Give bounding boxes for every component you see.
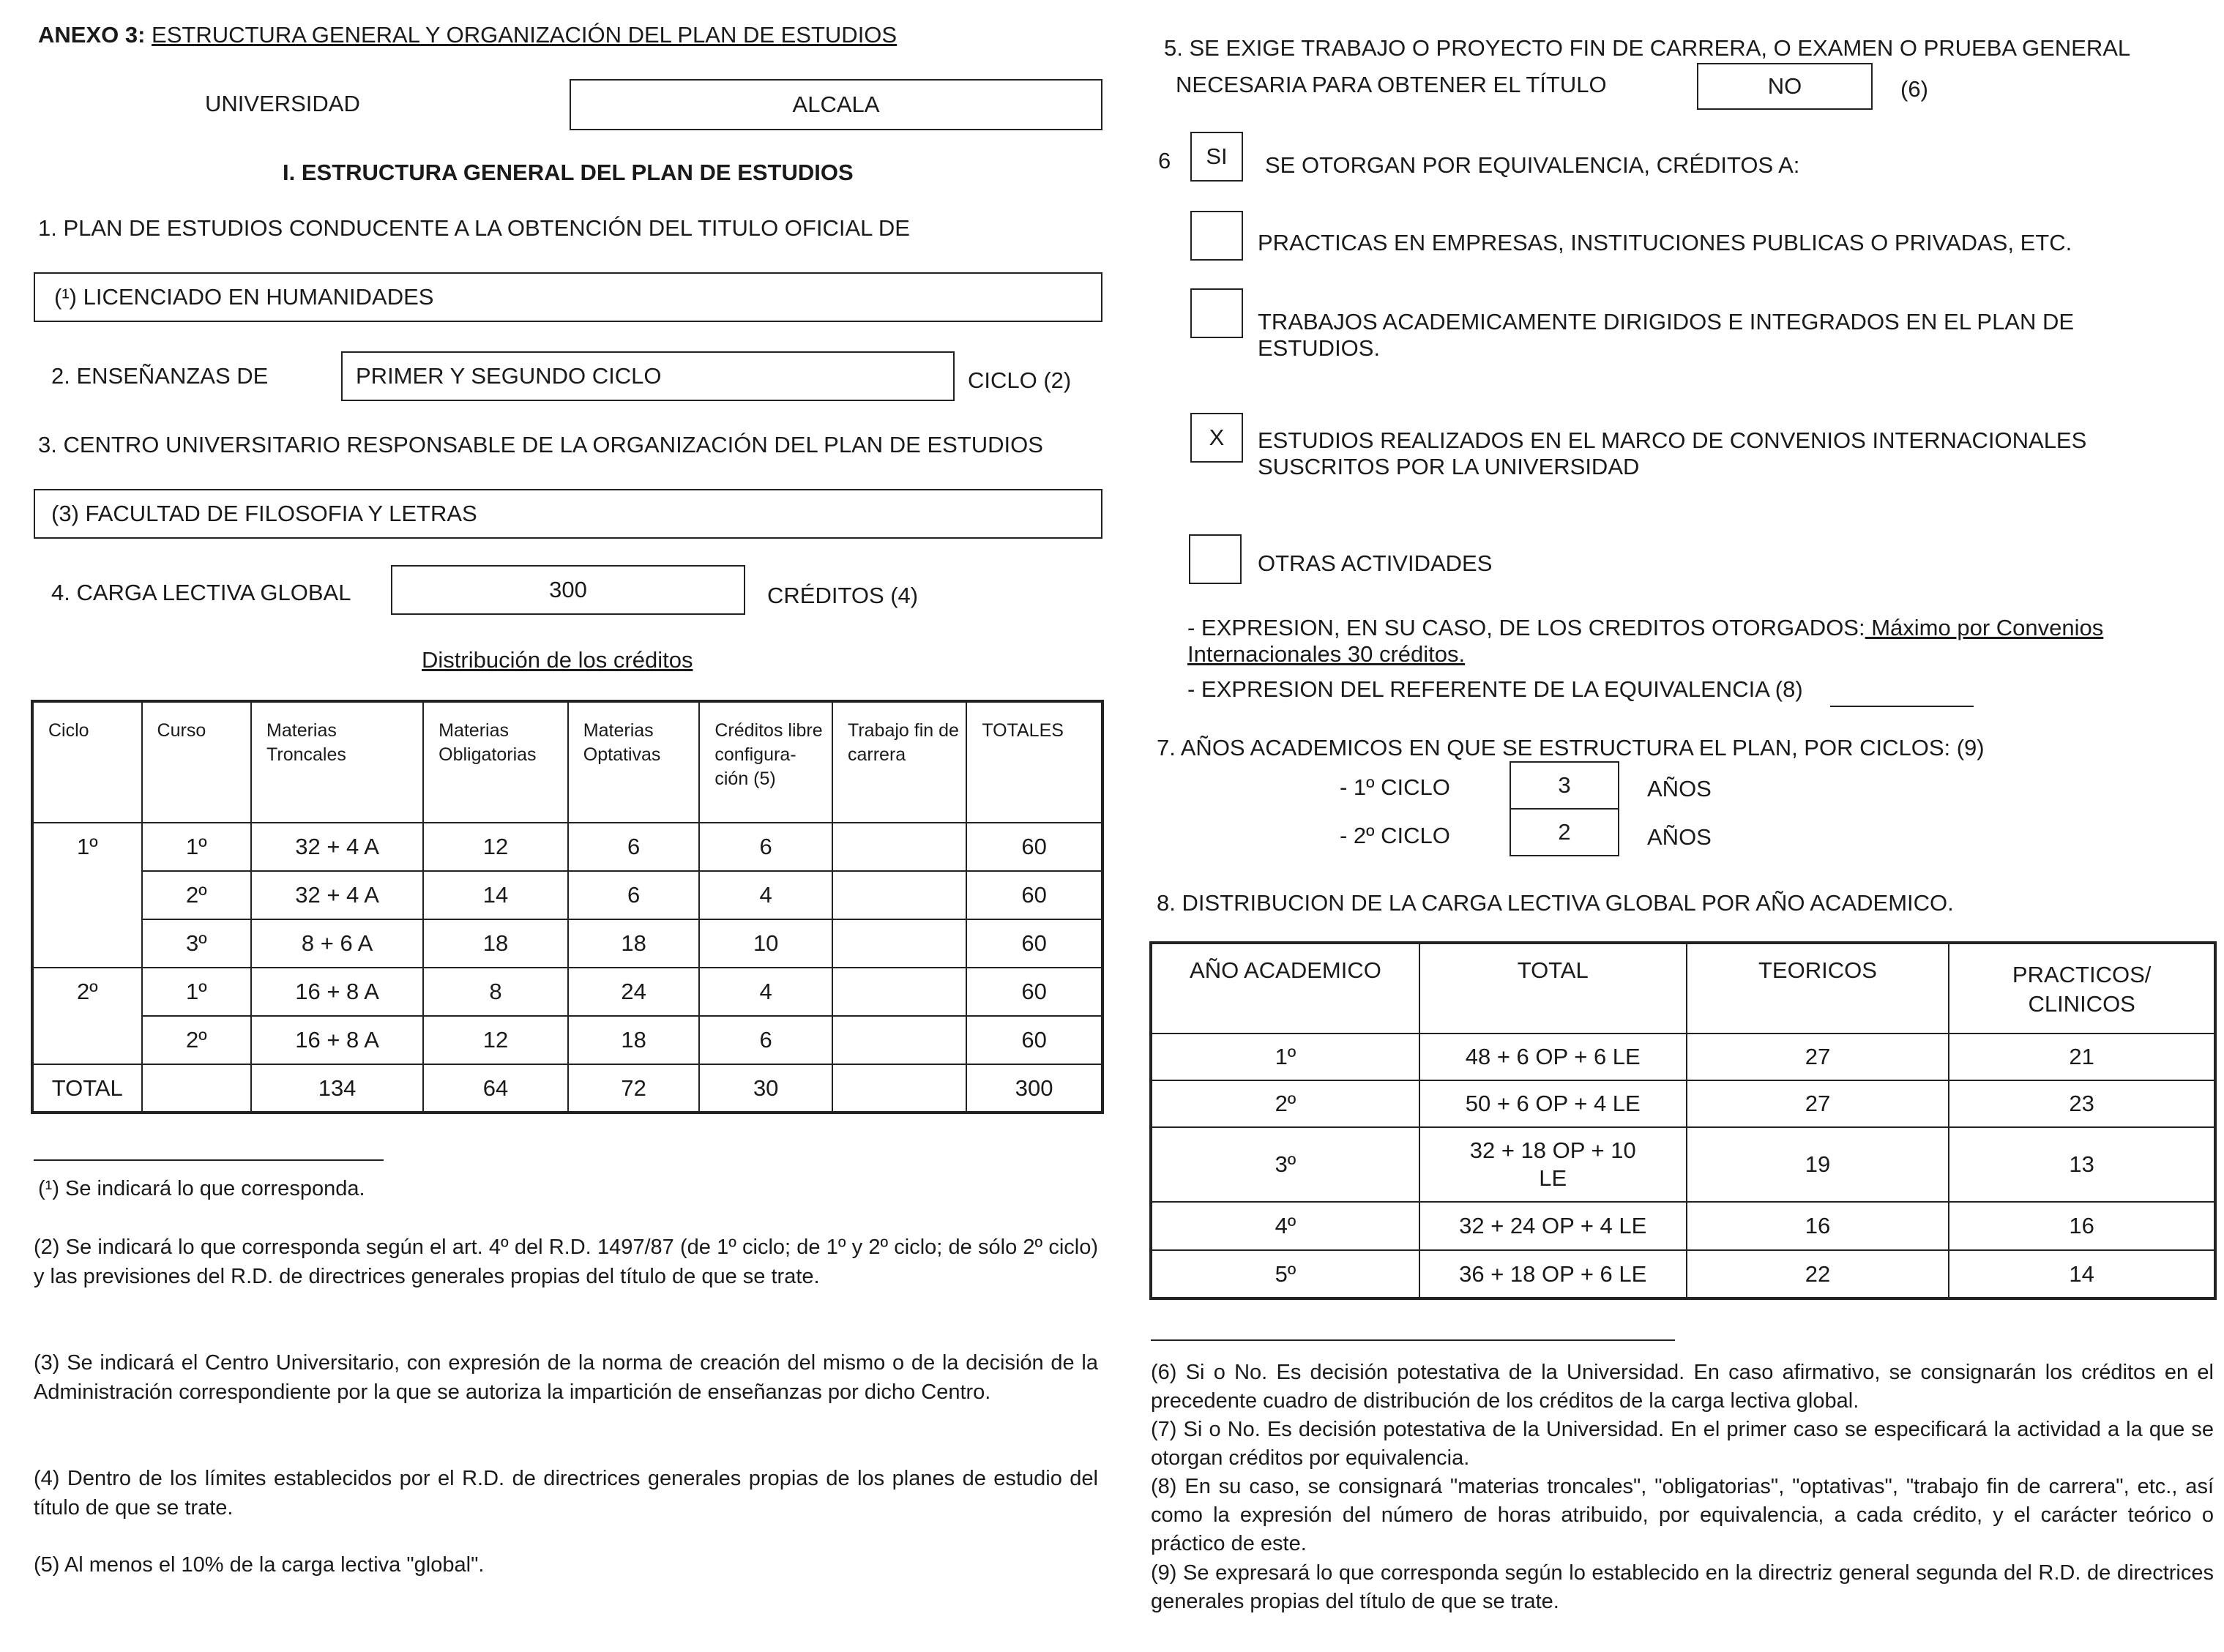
annex-label: ANEXO 3: bbox=[38, 22, 146, 48]
cell-obligatorias: 8 bbox=[423, 968, 568, 1016]
header-optativas: Materias Optativas bbox=[568, 701, 700, 823]
cell-troncales: 8 + 6 A bbox=[251, 919, 423, 968]
cell-year: 4º bbox=[1151, 1202, 1419, 1250]
item5-line2: NECESARIA PARA OBTENER EL TÍTULO bbox=[1176, 72, 1607, 97]
cell-optativas: 72 bbox=[568, 1064, 700, 1113]
footnote-3: (3) Se indicará el Centro Universitario, con expresión de la norma de creación del mismo o de la decisión de la Administración correspondiente por la que se autoriza la impartición de enseñanzas por dicho Centro. bbox=[34, 1351, 1098, 1404]
cell-curso bbox=[142, 1064, 252, 1113]
item2-label: 2. ENSEÑANZAS DE bbox=[51, 363, 269, 389]
cell-total: 48 + 6 OP + 6 LE bbox=[1419, 1034, 1687, 1080]
header-year: AÑO ACADEMICO bbox=[1151, 943, 1419, 1034]
item1-label: 1. PLAN DE ESTUDIOS CONDUCENTE A LA OBTENCIÓN DEL TITULO OFICIAL DE bbox=[38, 215, 910, 241]
footnote-8: (8) En su caso, se consignará "materias troncales", "obligatorias", "optativas", "trabajo fin de carrera", etc., así como la expresión del número de horas atribuido, por equivalencia, a cada crédito, y el carácter teórico o práctico de este. bbox=[1151, 1475, 2214, 1555]
annex-header bbox=[38, 22, 897, 48]
option-checkbox[interactable] bbox=[1189, 534, 1242, 584]
header-practicos: PRACTICOS/ CLINICOS bbox=[1949, 943, 2215, 1034]
cell-troncales: 134 bbox=[251, 1064, 423, 1113]
header-teoricos: TEORICOS bbox=[1687, 943, 1949, 1034]
header-obligatorias: Materias Obligatorias bbox=[423, 701, 568, 823]
cell-obligatorias: 12 bbox=[423, 823, 568, 871]
cell-ciclo: 1º bbox=[32, 823, 142, 968]
cell-practicos: 21 bbox=[1949, 1034, 2215, 1080]
item6-text: SE OTORGAN POR EQUIVALENCIA, CRÉDITOS A: bbox=[1265, 152, 1800, 178]
table-row bbox=[1151, 1080, 2215, 1127]
cell-trabajo bbox=[832, 968, 966, 1016]
cycle-unit: AÑOS bbox=[1647, 824, 1712, 850]
cell-practicos: 14 bbox=[1949, 1250, 2215, 1298]
center-field: (3) FACULTAD DE FILOSOFIA Y LETRAS bbox=[34, 489, 1102, 539]
cell-totales: 60 bbox=[966, 1016, 1102, 1064]
reference-blank-line bbox=[1830, 706, 1974, 707]
cell-optativas: 6 bbox=[568, 823, 700, 871]
credits-table bbox=[31, 700, 1104, 1114]
annex-title: ESTRUCTURA GENERAL Y ORGANIZACIÓN DEL PLAN DE ESTUDIOS bbox=[152, 22, 898, 48]
footnote-7: (7) Si o No. Es decisión potestativa de la Universidad. En el primer caso se especificará la actividad a la que se otorgan créditos por equivalencia. bbox=[1151, 1418, 2214, 1470]
header-total: TOTAL bbox=[1419, 943, 1687, 1034]
item4-suffix: CRÉDITOS (4) bbox=[767, 583, 919, 608]
item2-suffix: CICLO (2) bbox=[968, 367, 1072, 393]
credits-expression bbox=[1187, 615, 2161, 668]
cycle-years-field: 2 bbox=[1510, 808, 1619, 856]
cell-obligatorias: 18 bbox=[423, 919, 568, 968]
cell-troncales: 16 + 8 A bbox=[251, 1016, 423, 1064]
teaching-field: PRIMER Y SEGUNDO CICLO bbox=[341, 351, 955, 401]
cell-teoricos: 16 bbox=[1687, 1202, 1949, 1250]
cell-practicos: 13 bbox=[1949, 1127, 2215, 1202]
header-totales: TOTALES bbox=[966, 701, 1102, 823]
header-libre: Créditos libre configura-ción (5) bbox=[699, 701, 832, 823]
footnote-4: (4) Dentro de los límites establecidos por el R.D. de directrices generales propias de los planes de estudio del título de que se trate. bbox=[34, 1467, 1098, 1520]
cell-year: 5º bbox=[1151, 1250, 1419, 1298]
cell-troncales: 32 + 4 A bbox=[251, 823, 423, 871]
section-heading: I. ESTRUCTURA GENERAL DEL PLAN DE ESTUDIOS bbox=[283, 160, 854, 185]
item6-number: 6 bbox=[1158, 148, 1171, 173]
cycle-label: - 1º CICLO bbox=[1340, 774, 1450, 800]
table-row bbox=[32, 823, 1102, 871]
credits-header-row bbox=[32, 701, 1102, 823]
footnote-1: (¹) Se indicará lo que corresponda. bbox=[38, 1177, 365, 1200]
cell-optativas: 24 bbox=[568, 968, 700, 1016]
option-text: PRACTICAS EN EMPRESAS, INSTITUCIONES PUBLICAS O PRIVADAS, ETC. bbox=[1258, 230, 2072, 255]
item7-label: 7. AÑOS ACADEMICOS EN QUE SE ESTRUCTURA EL PLAN, POR CICLOS: (9) bbox=[1157, 735, 1985, 760]
cell-curso: 2º bbox=[142, 1016, 252, 1064]
table-row bbox=[1151, 1250, 2215, 1298]
annual-load-table bbox=[1149, 941, 2217, 1300]
cell-curso: 3º bbox=[142, 919, 252, 968]
cell-libre: 10 bbox=[699, 919, 832, 968]
option-checkbox[interactable] bbox=[1190, 211, 1243, 261]
cell-curso: 1º bbox=[142, 968, 252, 1016]
item5-note: (6) bbox=[1900, 76, 1928, 102]
cell-libre: 6 bbox=[699, 823, 832, 871]
cell-optativas: 18 bbox=[568, 1016, 700, 1064]
header-trabajo: Trabajo fin de carrera bbox=[832, 701, 966, 823]
cell-teoricos: 27 bbox=[1687, 1080, 1949, 1127]
cell-totales: 60 bbox=[966, 823, 1102, 871]
table-row bbox=[1151, 1127, 2215, 1202]
distribution-heading: Distribución de los créditos bbox=[422, 647, 693, 673]
equivalence-reference bbox=[1187, 676, 1803, 703]
university-field: ALCALA bbox=[570, 79, 1102, 130]
cell-total: 50 + 6 OP + 4 LE bbox=[1419, 1080, 1687, 1127]
footnote-mark: (¹) bbox=[54, 284, 77, 310]
global-load-field: 300 bbox=[391, 565, 745, 615]
equivalence-field: SI bbox=[1190, 132, 1243, 182]
cell-obligatorias: 64 bbox=[423, 1064, 568, 1113]
cell-optativas: 6 bbox=[568, 871, 700, 919]
cycle-label: - 2º CICLO bbox=[1340, 823, 1450, 848]
cell-trabajo bbox=[832, 919, 966, 968]
table-row bbox=[32, 968, 1102, 1016]
cell-curso: 1º bbox=[142, 823, 252, 871]
cell-curso: 2º bbox=[142, 871, 252, 919]
table-row bbox=[32, 871, 1102, 919]
cell-total-label: TOTAL bbox=[32, 1064, 142, 1113]
cell-total: 36 + 18 OP + 6 LE bbox=[1419, 1250, 1687, 1298]
footnote-9: (9) Se expresará lo que corresponda según lo establecido en la directriz general segunda del R.D. de directrices generales propias del título de que se trate. bbox=[1151, 1561, 2214, 1613]
footnote-6: (6) Si o No. Es decisión potestativa de la Universidad. En caso afirmativo, se consignarán los créditos en el precedente cuadro de distribución de los créditos de la carga lectiva global. bbox=[1151, 1361, 2214, 1413]
cycle-unit: AÑOS bbox=[1647, 776, 1712, 801]
footnote-divider bbox=[34, 1159, 384, 1161]
cell-practicos: 16 bbox=[1949, 1202, 2215, 1250]
item3-label: 3. CENTRO UNIVERSITARIO RESPONSABLE DE LA ORGANIZACIÓN DEL PLAN DE ESTUDIOS bbox=[38, 432, 1043, 457]
cell-obligatorias: 12 bbox=[423, 1016, 568, 1064]
footnote-2: (2) Se indicará lo que corresponda según el art. 4º del R.D. 1497/87 (de 1º ciclo; de 1º y 2º ciclo; de sólo 2º ciclo) y las previsiones del R.D. de directrices generales propias del título de que se trate. bbox=[34, 1236, 1098, 1288]
cell-troncales: 16 + 8 A bbox=[251, 968, 423, 1016]
cell-year: 2º bbox=[1151, 1080, 1419, 1127]
cell-teoricos: 27 bbox=[1687, 1034, 1949, 1080]
degree-field: (¹) LICENCIADO EN HUMANIDADES bbox=[34, 272, 1102, 322]
cell-practicos: 23 bbox=[1949, 1080, 2215, 1127]
cell-teoricos: 19 bbox=[1687, 1127, 1949, 1202]
total-row bbox=[32, 1064, 1102, 1113]
option-text: OTRAS ACTIVIDADES bbox=[1258, 550, 1493, 576]
option-checkbox[interactable]: X bbox=[1190, 413, 1243, 463]
expression-label: - EXPRESION, EN SU CASO, DE LOS CREDITOS OTORGADOS: bbox=[1187, 615, 1865, 640]
header-troncales: Materias Troncales bbox=[251, 701, 423, 823]
cell-libre: 30 bbox=[699, 1064, 832, 1113]
cell-troncales: 32 + 4 A bbox=[251, 871, 423, 919]
table-row bbox=[32, 919, 1102, 968]
load-header-row bbox=[1151, 943, 2215, 1034]
cell-obligatorias: 14 bbox=[423, 871, 568, 919]
cell-trabajo bbox=[832, 871, 966, 919]
cell-totales: 60 bbox=[966, 919, 1102, 968]
option-text: ESTUDIOS REALIZADOS EN EL MARCO DE CONVENIOS INTERNACIONALES SUSCRITOS POR LA UNIVERSIDAD bbox=[1258, 427, 2087, 479]
option-text: TRABAJOS ACADEMICAMENTE DIRIGIDOS E INTEGRADOS EN EL PLAN DE ESTUDIOS. bbox=[1258, 309, 2075, 361]
cycle-years-field: 3 bbox=[1510, 761, 1619, 810]
cell-total: 32 + 18 OP + 10 LE bbox=[1419, 1127, 1687, 1202]
cell-ciclo: 2º bbox=[32, 968, 142, 1064]
university-label: UNIVERSIDAD bbox=[205, 91, 360, 116]
cell-libre: 6 bbox=[699, 1016, 832, 1064]
option-checkbox[interactable] bbox=[1190, 288, 1243, 338]
expression-value: Máximo por Convenios Internacionales 30 créditos. bbox=[1187, 615, 2104, 667]
table-row bbox=[1151, 1202, 2215, 1250]
cell-total: 32 + 24 OP + 4 LE bbox=[1419, 1202, 1687, 1250]
table-row bbox=[1151, 1034, 2215, 1080]
cell-optativas: 18 bbox=[568, 919, 700, 968]
item5-line1: 5. SE EXIGE TRABAJO O PROYECTO FIN DE CARRERA, O EXAMEN O PRUEBA GENERAL bbox=[1164, 35, 2131, 61]
final-project-field: NO bbox=[1697, 63, 1873, 110]
cell-totales: 60 bbox=[966, 968, 1102, 1016]
table-row bbox=[32, 1016, 1102, 1064]
cell-year: 3º bbox=[1151, 1127, 1419, 1202]
cell-totales: 300 bbox=[966, 1064, 1102, 1113]
cell-libre: 4 bbox=[699, 871, 832, 919]
cell-year: 1º bbox=[1151, 1034, 1419, 1080]
item4-label: 4. CARGA LECTIVA GLOBAL bbox=[51, 580, 351, 605]
footnote-5: (5) Al menos el 10% de la carga lectiva "global". bbox=[34, 1553, 485, 1577]
cell-teoricos: 22 bbox=[1687, 1250, 1949, 1298]
cell-trabajo bbox=[832, 1016, 966, 1064]
footnote-divider bbox=[1151, 1339, 1675, 1341]
cell-totales: 60 bbox=[966, 871, 1102, 919]
reference-label: - EXPRESION DEL REFERENTE DE LA EQUIVALENCIA (8) bbox=[1187, 676, 1803, 702]
cell-trabajo bbox=[832, 823, 966, 871]
item8-label: 8. DISTRIBUCION DE LA CARGA LECTIVA GLOBAL POR AÑO ACADEMICO. bbox=[1157, 890, 1954, 916]
cell-trabajo bbox=[832, 1064, 966, 1113]
header-curso: Curso bbox=[142, 701, 252, 823]
header-ciclo: Ciclo bbox=[32, 701, 142, 823]
cell-libre: 4 bbox=[699, 968, 832, 1016]
